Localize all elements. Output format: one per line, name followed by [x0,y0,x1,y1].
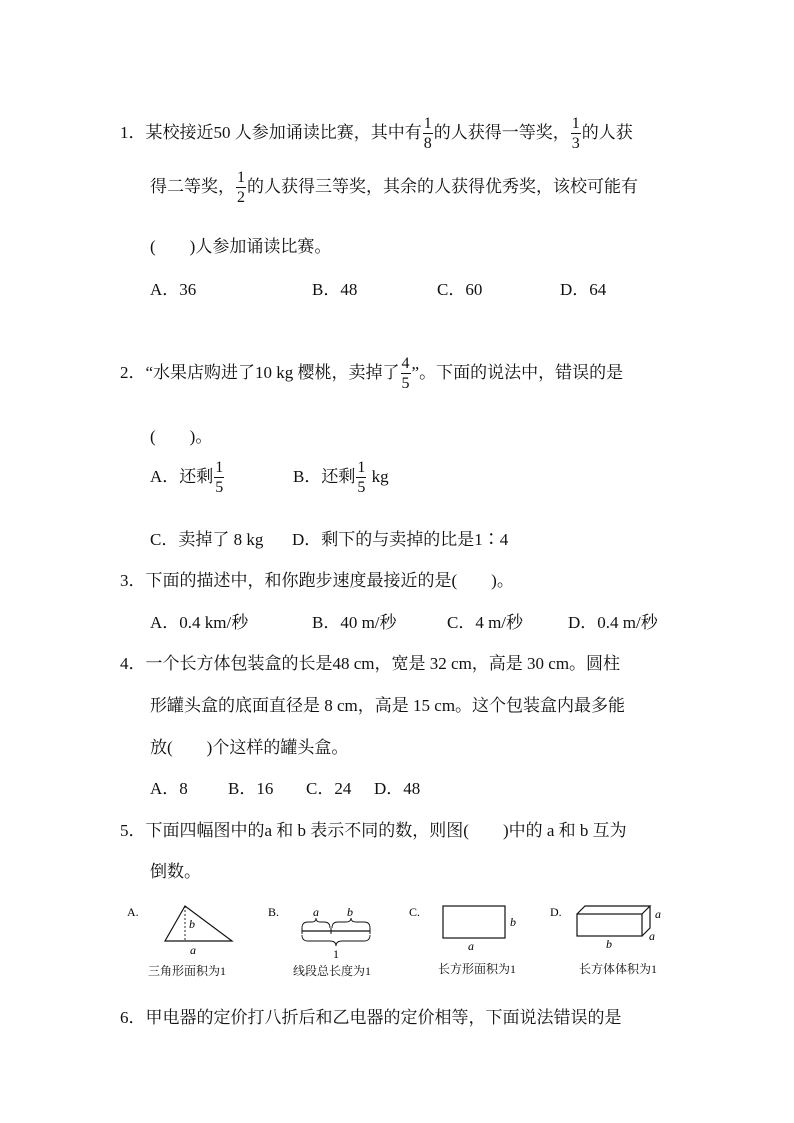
q4-number: 4． [120,654,146,673]
q1-text-c: 的人获 [581,122,633,142]
figure-c-caption: 长方形面积为1 [438,962,517,976]
q1-line2-a: 得二等奖， [150,176,235,196]
q4-option-d[interactable]: D．48 [374,779,421,798]
q2-option-b-unit: kg [367,466,389,486]
q4-line1 [120,649,620,674]
figure-b-segments[interactable] [268,905,370,961]
q2-option-b-fraction: $\frac{1}{5}$ [357,459,366,496]
figure-d-a-top-label: a [655,907,661,921]
q3-line1 [120,566,514,591]
figure-b-bottom-brace [302,935,370,946]
figure-d-caption: 长方体体积为1 [579,962,658,976]
figure-d-a-side-label: a [649,929,655,943]
figure-c-a-label: a [468,939,474,953]
q6-line1 [120,1003,622,1028]
q2-option-b-label: B．还剩 [293,466,356,486]
figure-a-letter: A. [127,905,139,919]
q6-number: 6． [120,1008,146,1027]
q2-number: 2． [120,362,146,382]
q2-line2: ( )。 [150,427,213,446]
q1-fraction-1-8: $\frac{1}{8}$ [423,115,432,152]
q3-option-a[interactable]: A．0.4 km/秒 [150,613,249,632]
figure-d-letter: D. [550,905,562,919]
q3-text: 下面的描述中，和你跑步速度最接近的是( )。 [145,571,514,590]
q6-text: 甲电器的定价打八折后和乙电器的定价相等，下面说法错误的是 [145,1008,622,1027]
figure-a-b-label: b [189,917,195,931]
cuboid-top-face [577,906,650,914]
q1-line2 [150,170,638,206]
q2-fraction-4-5: $\frac{4}{5}$ [401,355,410,392]
q4-option-b[interactable]: B．16 [228,779,274,798]
q1-fraction-1-2: $\frac{1}{2}$ [237,169,245,206]
q2-option-d[interactable]: D．剩下的与卖掉的比是1∶4 [292,530,509,549]
figure-b-b-label: b [347,905,353,919]
q1-line3: ( )人参加诵读比赛。 [150,237,332,256]
q3-option-d[interactable]: D．0.4 m/秒 [568,613,658,632]
figure-c-rectangle[interactable] [409,905,516,953]
q1-text-a: 某校接近50 人参加诵读比赛，其中有 [145,122,422,142]
q1-option-a[interactable]: A．36 [150,280,197,299]
figure-c-letter: C. [409,905,421,919]
figure-b-letter: B. [268,905,280,919]
figure-d-cuboid[interactable] [550,905,661,951]
q1-line1 [120,116,633,152]
figure-b-top-brace-a [302,918,330,928]
figure-b-total-label: 1 [333,947,339,961]
q3-option-b[interactable]: B．40 m/秒 [312,613,397,632]
q1-number: 1． [120,122,146,142]
q2-option-a[interactable] [150,460,225,496]
q4-option-a[interactable]: A．8 [150,779,188,798]
q2-option-b[interactable] [293,460,389,496]
q4-line3: 放( )个这样的罐头盒。 [150,738,349,757]
q2-option-a-fraction: $\frac{1}{5}$ [215,459,224,496]
q1-option-b[interactable]: B．48 [312,280,358,299]
q2-text-a: “水果店购进了10 kg 樱桃，卖掉了 [145,362,400,382]
figure-a-a-label: a [190,943,196,957]
figure-a-caption: 三角形面积为1 [148,964,227,978]
q5-figures [0,898,794,988]
q1-fraction-1-3: $\frac{1}{3}$ [571,115,580,152]
q3-number: 3． [120,571,146,590]
q4-option-c[interactable]: C．24 [306,779,352,798]
q2-option-a-label: A．还剩 [150,466,214,486]
figure-b-caption: 线段总长度为1 [293,964,372,978]
q2-option-c[interactable]: C．卖掉了 8 kg [150,530,264,549]
figure-d-b-label: b [606,937,612,951]
figure-c-b-label: b [510,915,516,929]
q1-option-d[interactable]: D．64 [560,280,607,299]
q5-text-1: 下面四幅图中的a 和 b 表示不同的数，则图( )中的 a 和 b 互为 [145,821,627,840]
figure-b-top-brace-b [332,918,370,928]
q1-option-c[interactable]: C．60 [437,280,483,299]
rectangle-shape [443,906,505,938]
q1-text-b: 的人获得一等奖， [433,122,570,142]
q5-line2: 倒数。 [150,862,201,881]
figure-a-triangle[interactable] [127,905,232,957]
q5-number: 5． [120,821,146,840]
figure-b-a-label: a [313,905,319,919]
triangle-shape [165,906,232,941]
q4-text-1: 一个长方体包装盒的长是48 cm，宽是 32 cm，高是 30 cm。圆柱 [145,654,621,673]
q4-line2: 形罐头盒的底面直径是 8 cm，高是 15 cm。这个包装盒内最多能 [150,696,626,715]
q2-line1 [120,356,623,392]
q3-option-c[interactable]: C．4 m/秒 [447,613,524,632]
q1-line2-b: 的人获得三等奖，其余的人获得优秀奖，该校可能有 [247,176,638,196]
q2-text-b: ”。下面的说法中，错误的是 [411,362,624,382]
q5-line1 [120,816,627,841]
cuboid-front-face [577,914,642,936]
